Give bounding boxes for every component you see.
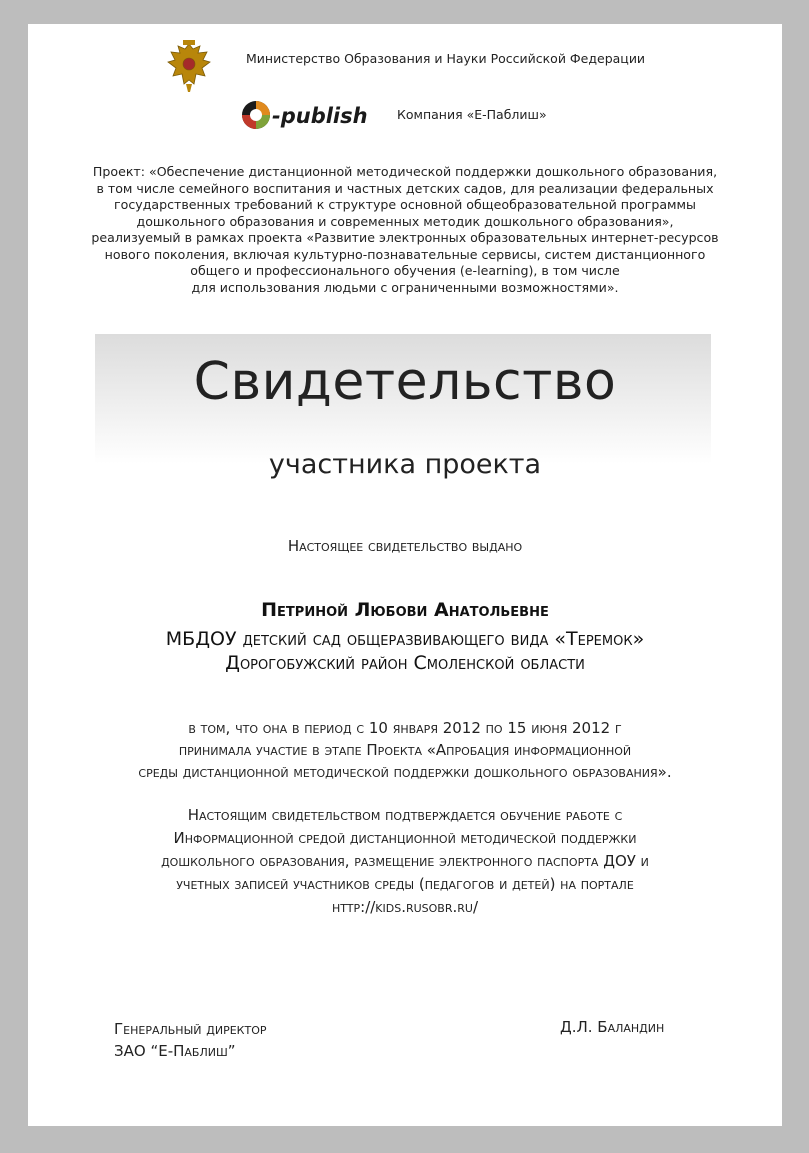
participation-paragraph (28, 717, 782, 783)
project-line: дошкольного образования и современных методик дошкольного образования», (136, 213, 674, 229)
company-name: Компания «Е-Паблиш» (397, 107, 547, 122)
project-line: государственных требований к структуре основной общеобразовательной программы (114, 197, 696, 212)
recipient-name: Петриной Любови Анатольевне (261, 599, 549, 621)
position-line: Генеральный директор (114, 1020, 267, 1038)
position-line: ЗАО “Е-Паблиш” (114, 1042, 236, 1060)
project-line: Проект: «Обеспечение дистанционной методической поддержки дошкольного образования, (92, 164, 718, 179)
certificate-page (28, 24, 782, 1126)
certificate-title: Свидетельство (193, 352, 617, 412)
project-description (68, 164, 742, 296)
issued-to-label: Настоящее свидетельство выдано (287, 537, 523, 555)
project-line: для использования людьми с ограниченными возможностями». (191, 279, 619, 295)
project-line: реализуемый в рамках проекта «Развитие электронных образовательных интернет-ресурсов (91, 230, 719, 245)
paragraph-line: в том, что она в период с 10 января 2012 по 15 июня 2012 г (188, 719, 622, 737)
coat-of-arms-emblem (160, 38, 218, 96)
paragraph-line: Настоящим свидетельством подтверждается обучение работе с (187, 806, 623, 824)
project-line: в том числе семейного воспитания и частных детских садов, для реализации федеральных (96, 180, 714, 196)
paragraph-line: учетных записей участников среды (педагогов и детей) на портале (176, 875, 634, 893)
project-line: нового поколения, включая культурно-познавательные сервисы, систем дистанционного (104, 246, 706, 262)
certificate-subtitle: участника проекта (268, 449, 542, 480)
confirmation-paragraph (28, 804, 782, 919)
project-line: общего и профессионального обучения (e-learning), в том числе (190, 263, 620, 278)
organization-line: МБДОУ детский сад общеразвивающего вида «Теремок» (165, 628, 645, 650)
portal-url: http://kids.rusobr.ru/ (331, 898, 479, 916)
e-publish-logo (240, 96, 376, 132)
ministry-name: Министерство Образования и Науки Российской Федерации (246, 51, 646, 66)
paragraph-line: дошкольного образования, размещение электронного паспорта ДОУ и (161, 852, 649, 870)
signatory-position (114, 1018, 267, 1062)
organization-line: Дорогобужский район Смоленской области (225, 652, 585, 674)
paragraph-line: Информационной средой дистанционной методической поддержки (173, 829, 637, 847)
signatory-name: Д.Л. Баландин (560, 1018, 665, 1036)
paragraph-line: среды дистанционной методической поддержки дошкольного образования». (138, 763, 672, 781)
recipient-organization (28, 627, 782, 675)
paragraph-line: принимала участие в этапе Проекта «Апробация информационной (178, 741, 632, 759)
svg-text:-publish: -publish (272, 104, 368, 128)
